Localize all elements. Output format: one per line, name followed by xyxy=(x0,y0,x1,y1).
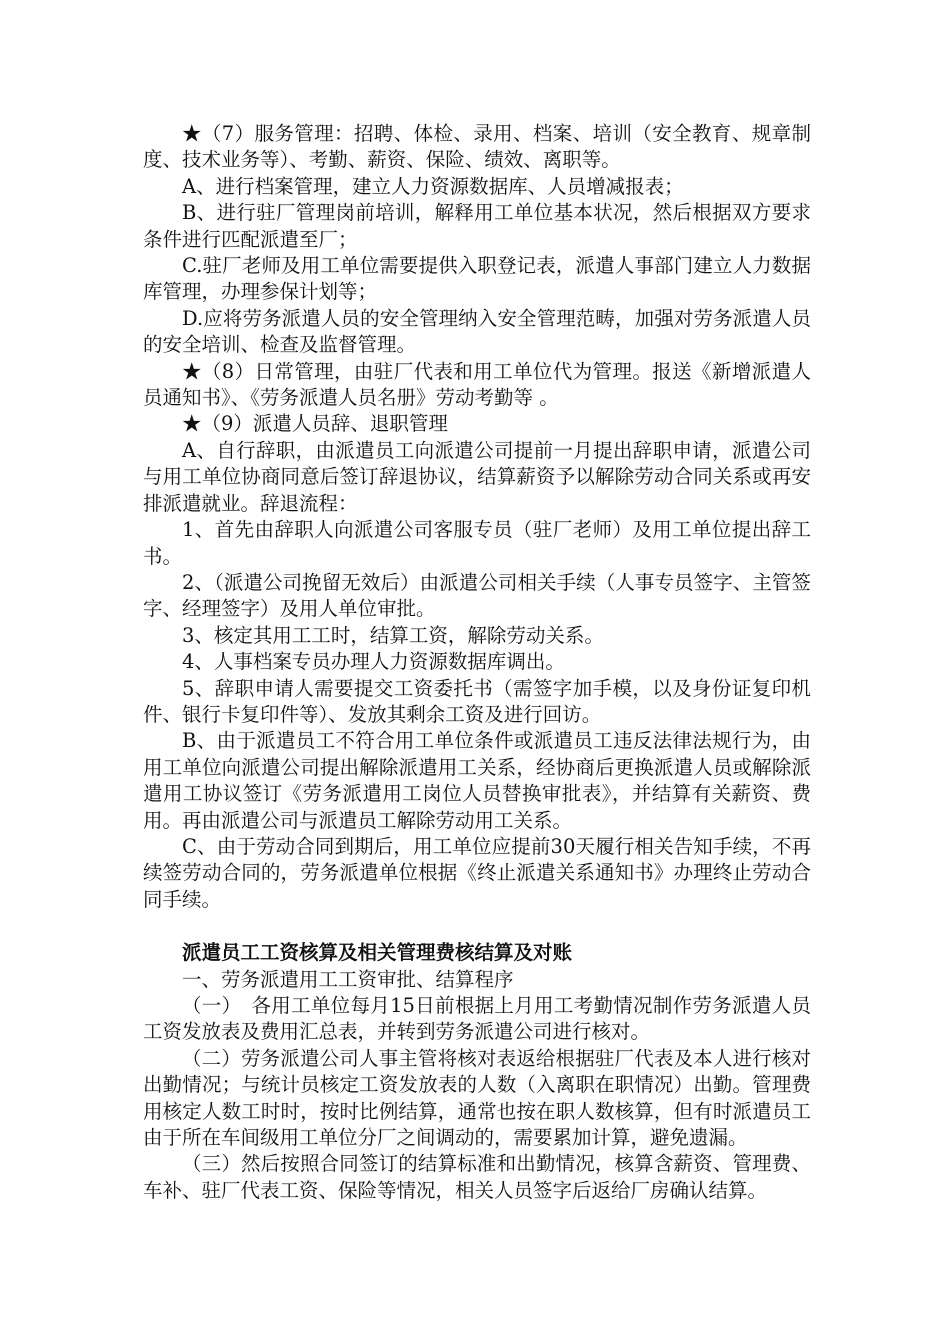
paragraph-resign-step-4: 4、人事档案专员办理人力资源数据库调出。 xyxy=(182,650,565,674)
paragraph-item-a: A、进行档案管理，建立人力资源数据库、人员增减报表； xyxy=(182,174,684,198)
paragraph-settlement-2: （二）劳务派遣公司人事主管将核对表返给根据驻厂代表及本人进行核对出勤情况；与统计员核定工资发放表的人数（入离职在职情况）出勤。管理费用核定人数工时时，按时比例结算，通常也按在职人数核算，但有时派遣员工由于所在车间级用工单位分厂之间调动的，需要累加计算，避免遗漏。 xyxy=(143,1046,811,1150)
paragraph-settlement-procedure: 一、劳务派遣用工工资审批、结算程序 xyxy=(182,967,514,991)
document-body xyxy=(143,121,811,1204)
paragraph-daily-management: ★（8）日常管理，由驻厂代表和用工单位代为管理。报送《新增派遣人员通知书》、《劳务派遣人员名册》劳动考勤等 。 xyxy=(143,359,811,410)
paragraph-resignation-management: ★（9）派遣人员辞、退职管理 xyxy=(182,412,448,436)
paragraph-settlement-1: （一） 各用工单位每月15日前根据上月用工考勤情况制作劳务派遣人员工资发放表及费用汇总表，并转到劳务派遣公司进行核对。 xyxy=(143,994,811,1044)
paragraph-service-management: ★（7）服务管理：招聘、体检、录用、档案、培训（安全教育、规章制度、技术业务等）、考勤、薪资、保险、绩效、离职等。 xyxy=(143,122,811,172)
paragraph-resign-step-2: 2、（派遣公司挽留无效后）由派遣公司相关手续（人事专员签字、主管签字、经理签字）及用人单位审批。 xyxy=(143,570,811,621)
paragraph-resign-step-3: 3、核定其用工工时，结算工资，解除劳动关系。 xyxy=(182,623,604,647)
paragraph-resign-step-1: 1、首先由辞职人向派遣公司客服专员（驻厂老师）及用工单位提出辞工书。 xyxy=(143,518,811,568)
paragraph-resign-step-5: 5、辞职申请人需要提交工资委托书（需签字加手模，以及身份证复印机件、银行卡复印件等）、发放其剩余工资及进行回访。 xyxy=(143,676,811,726)
paragraph-settlement-3: （三）然后按照合同签订的结算标准和出勤情况，核算含薪资、管理费、车补、驻厂代表工资、保险等情况，相关人员签字后返给厂房确认结算。 xyxy=(143,1152,811,1202)
paragraph-resign-b: B、由于派遣员工不符合用工单位条件或派遣员工违反法律法规行为，由用工单位向派遣公司提出解除派遣用工关系，经协商后更换派遣人员或解除派遣用工协议签订《劳务派遣用工岗位人员替换审批表》，并结算有关薪资、费用。再由派遣公司与派遣员工解除劳动用工关系。 xyxy=(143,729,811,832)
paragraph-item-c: C.驻厂老师及用工单位需要提供入职登记表，派遣人事部门建立人力数据库管理，办理参保计划等； xyxy=(143,254,811,304)
paragraph-resign-c: C、由于劳动合同到期后，用工单位应提前30天履行相关告知手续，不再续签劳动合同的，劳务派遣单位根据《终止派遣关系通知书》办理终止劳动合同手续。 xyxy=(143,834,811,911)
paragraph-item-d: D.应将劳务派遣人员的安全管理纳入安全管理范畴，加强对劳务派遣人员的安全培训、检查及监督管理。 xyxy=(143,306,811,357)
paragraph-resign-a: A、自行辞职，由派遣员工向派遣公司提前一月提出辞职申请，派遣公司与用工单位协商同意后签订辞退协议，结算薪资予以解除劳动合同关系或再安排派遣就业。辞退流程： xyxy=(143,438,811,515)
paragraph-item-b: B、进行驻厂管理岗前培训，解释用工单位基本状况，然后根据双方要求条件进行匹配派遣至厂； xyxy=(143,201,811,251)
section-heading: 派遣员工工资核算及相关管理费核结算及对账 xyxy=(182,941,573,965)
